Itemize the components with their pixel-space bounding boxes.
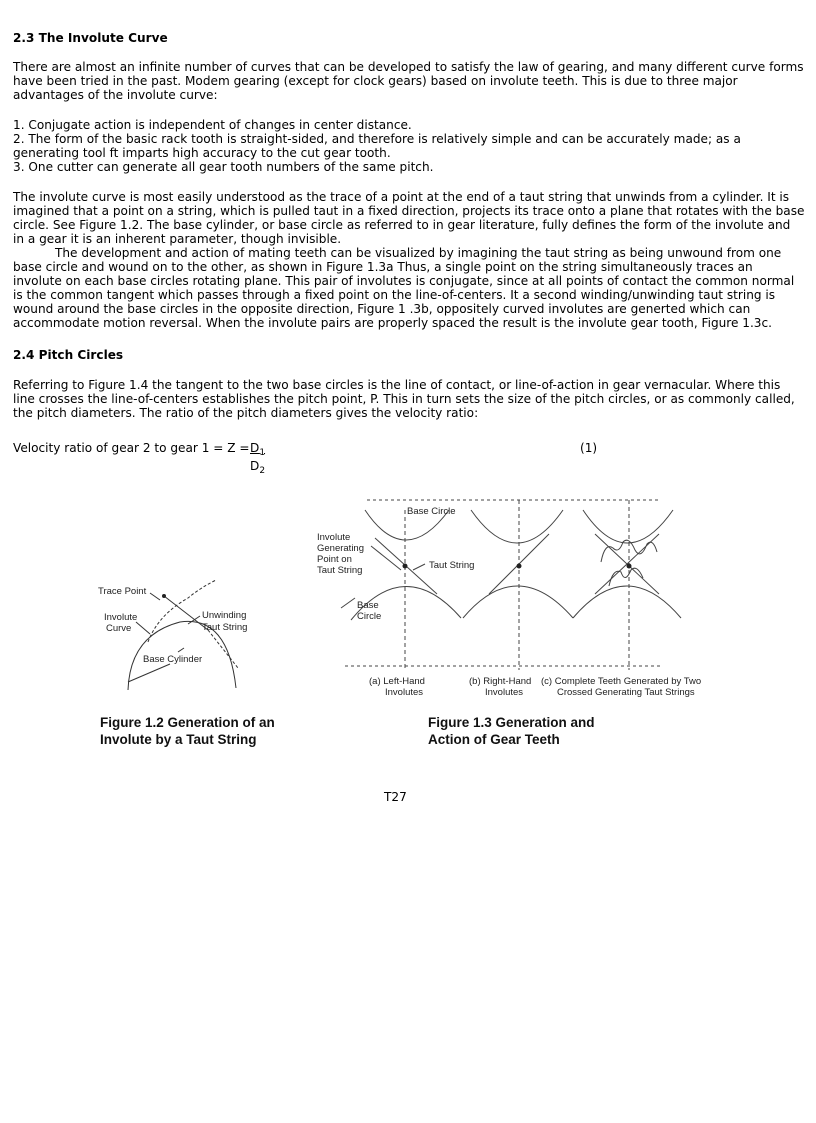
figure-1-3 <box>305 490 725 704</box>
lower-base-circle-c <box>573 586 681 618</box>
label-a-2: Involutes <box>385 687 424 698</box>
label-taut-string-b: Taut String <box>429 560 475 571</box>
figure-1-3-caption: Figure 1.3 Generation and Action of Gear Teeth <box>428 715 595 747</box>
base-radius-line <box>128 664 170 682</box>
label-c-2: Crossed Generating Taut Strings <box>557 687 695 698</box>
paragraph-pitch-circles: Referring to Figure 1.4 the tangent to the two base circles is the line of contact, or line-of-action in gear vernacular. Where this line crosses the line-of-centers establishes the pitch point, P. This in turn sets the size of the pitch circles, or as commonly called, the pitch diameters. The ratio of the pitch diameters gives the velocity ratio: <box>13 378 795 420</box>
lower-base-circle-b <box>463 586 573 618</box>
section-heading-involute: 2.3 The Involute Curve <box>13 31 168 45</box>
generating-point-a <box>403 564 408 569</box>
label-gen-3: Point on <box>317 554 352 565</box>
equation-lhs: Velocity ratio of gear 2 to gear 1 = Z = <box>13 441 250 455</box>
label-b-1: (b) Right-Hand <box>469 676 532 687</box>
paragraph-involute-definition: The involute curve is most easily understood as the trace of a point at the end of a taut string that unwinds from a cylinder. It is imagined that a point on a string, which is pulled taut in a fixed direction, projects its trace onto a plane that rotates with the base circle. See Figure 1.2. The base cylinder, or base circle as referred to in gear literature, fully defines the form of the involute and in a gear it is an inherent parameter, though invisible. <box>13 190 805 246</box>
label-trace-point: Trace Point <box>98 586 147 597</box>
label-gen-4: Taut String <box>317 565 363 576</box>
label-curve: Curve <box>106 623 132 634</box>
equation-numerator: $D_1$ <box>250 441 266 458</box>
velocity-ratio-equation <box>13 441 803 475</box>
equation-number: (1) <box>580 441 598 455</box>
equation-denominator: $D_2$ <box>250 459 266 476</box>
label-involute: Involute <box>104 612 138 623</box>
list-item: 3. One cutter can generate all gear tooth numbers of the same pitch. <box>13 160 434 174</box>
upper-base-circle-c <box>583 510 673 543</box>
label-gen-2: Generating <box>317 543 365 554</box>
figure-1-2-diagram <box>88 560 288 700</box>
page-number: T27 <box>384 790 407 804</box>
label-base-cylinder: Base Cylinder <box>143 654 203 665</box>
trace-point-dot <box>162 594 166 598</box>
label-base: Base <box>357 600 379 611</box>
label-circle: Circle <box>357 611 382 622</box>
list-item: 2. The form of the basic rack tooth is straight-sided, and therefore is relatively simple and can be accurately made; as a generating tool ft imparts high accuracy to the cut gear tooth. <box>13 132 741 160</box>
figure-1-2-caption: Figure 1.2 Generation of an Involute by a Taut String <box>100 715 275 747</box>
label-unwinding: Unwinding <box>202 610 247 621</box>
generating-point-b <box>517 564 522 569</box>
paragraph-intro: There are almost an infinite number of curves that can be developed to satisfy the law of gearing, and many different curve forms have been tried in the past. Modem gearing (except for clock gears) based on involute teeth. This is due to three major advantages of the involute curve: <box>13 60 804 102</box>
generating-point-c <box>627 564 632 569</box>
label-base-circle-top: Base Circle <box>407 506 456 517</box>
label-a-1: (a) Left-Hand <box>369 676 425 687</box>
section-heading-pitch-circles: 2.4 Pitch Circles <box>13 348 124 362</box>
label-taut-string: Taut String <box>202 622 248 633</box>
paragraph-mating-teeth: The development and action of mating teeth can be visualized by imagining the taut string as being unwound from one base circle and wound on to the other, as shown in Figure 1.3a Thus, a single point on the string simultaneously traces an involute on each base circles rotating plane. This pair of involutes is conjugate, since at all points of contact the common normal is the common tangent which passes through a fixed point on the line-of-centers. It a second winding/unwinding taut string is wound around the base circles in the opposite direction, Figure 1 .3b, oppositely curved involutes are generted which can accommodate motion reversal. When the involute pairs are properly spaced the result is the involute gear tooth, Figure 1.3c. <box>13 246 795 330</box>
figure-1-2 <box>88 560 288 700</box>
upper-base-circle-b <box>471 510 563 543</box>
label-c-1: (c) Complete Teeth Generated by Two <box>541 676 702 687</box>
figure-1-3-diagram <box>305 490 725 704</box>
label-b-2: Involutes <box>485 687 524 698</box>
list-item: 1. Conjugate action is independent of changes in center distance. <box>13 118 412 132</box>
equation-fraction <box>250 441 265 475</box>
label-gen-1: Involute <box>317 532 351 543</box>
gear-teeth-lower <box>609 568 643 586</box>
advantages-list <box>13 118 805 174</box>
